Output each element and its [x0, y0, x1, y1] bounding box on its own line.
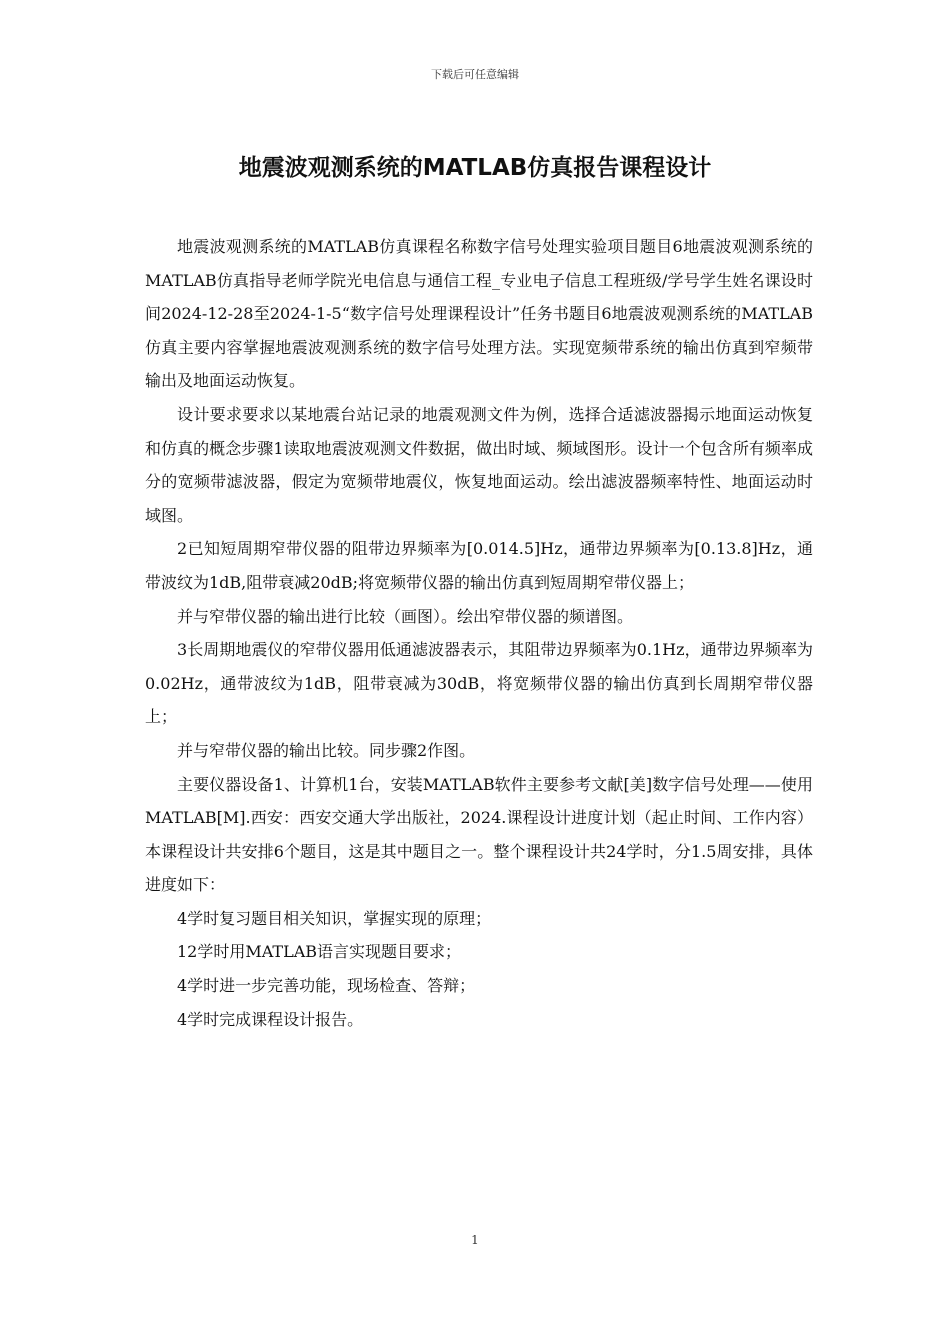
- page-number: 1: [471, 1233, 479, 1247]
- paragraph-step-3: 3长周期地震仪的窄带仪器用低通滤波器表示，其阻带边界频率为0.1Hz，通带边界频率为0.02Hz，通带波纹为1dB，阻带衰减为30dB，将宽频带仪器的输出仿真到长周期窄带仪器上；: [145, 640, 813, 727]
- schedule-item-1: 4学时复习题目相关知识，掌握实现的原理；: [177, 908, 492, 928]
- schedule-item-2: 12学时用MATLAB语言实现题目要求；: [177, 942, 462, 962]
- paragraph-step-2-compare: 并与窄带仪器的输出进行比较（画图）。绘出窄带仪器的频谱图。: [177, 606, 634, 626]
- schedule-item-4: 4学时完成课程设计报告。: [177, 1009, 364, 1029]
- schedule-item-3: 4学时进一步完善功能，现场检查、答辩；: [177, 976, 476, 996]
- document-body: [145, 230, 813, 1036]
- page-header-note: 下载后可任意编辑: [431, 68, 519, 81]
- paragraph-step-3-compare: 并与窄带仪器的输出比较。同步骤2作图。: [177, 740, 476, 760]
- document-title: 地震波观测系统的MATLAB仿真报告课程设计: [238, 155, 712, 181]
- paragraph-design-requirements: 设计要求要求以某地震台站记录的地震观测文件为例，选择合适滤波器揭示地面运动恢复和仿真的概念步骤1读取地震波观测文件数据，做出时域、频域图形。设计一个包含所有频率成分的宽频带滤波器，假定为宽频带地震仪，恢复地面运动。绘出滤波器频率特性、地面运动时域图。: [145, 404, 813, 525]
- paragraph-step-2: 2已知短周期窄带仪器的阻带边界频率为[0.014.5]Hz，通带边界频率为[0.13.8]Hz，通带波纹为1dB,阻带衰减20dB;将宽频带仪器的输出仿真到短周期窄带仪器上；: [145, 539, 813, 592]
- paragraph-intro: 地震波观测系统的MATLAB仿真课程名称数字信号处理实验项目题目6地震波观测系统的MATLAB仿真指导老师学院光电信息与通信工程_专业电子信息工程班级/学号学生姓名课设时间2024-12-28至2024-1-5“数字信号处理课程设计”任务书题目6地震波观测系统的MATLAB仿真主要内容掌握地震波观测系统的数字信号处理方法。实现宽频带系统的输出仿真到窄频带输出及地面运动恢复。: [145, 237, 813, 391]
- paragraph-equipment-schedule: 主要仪器设备1、计算机1台，安装MATLAB软件主要参考文献[美]数字信号处理——使用MATLAB[M].西安：西安交通大学出版社，2024.课程设计进度计划（起止时间、工作内容）本课程设计共安排6个题目，这是其中题目之一。整个课程设计共24学时，分1.5周安排，具体进度如下：: [145, 774, 813, 895]
